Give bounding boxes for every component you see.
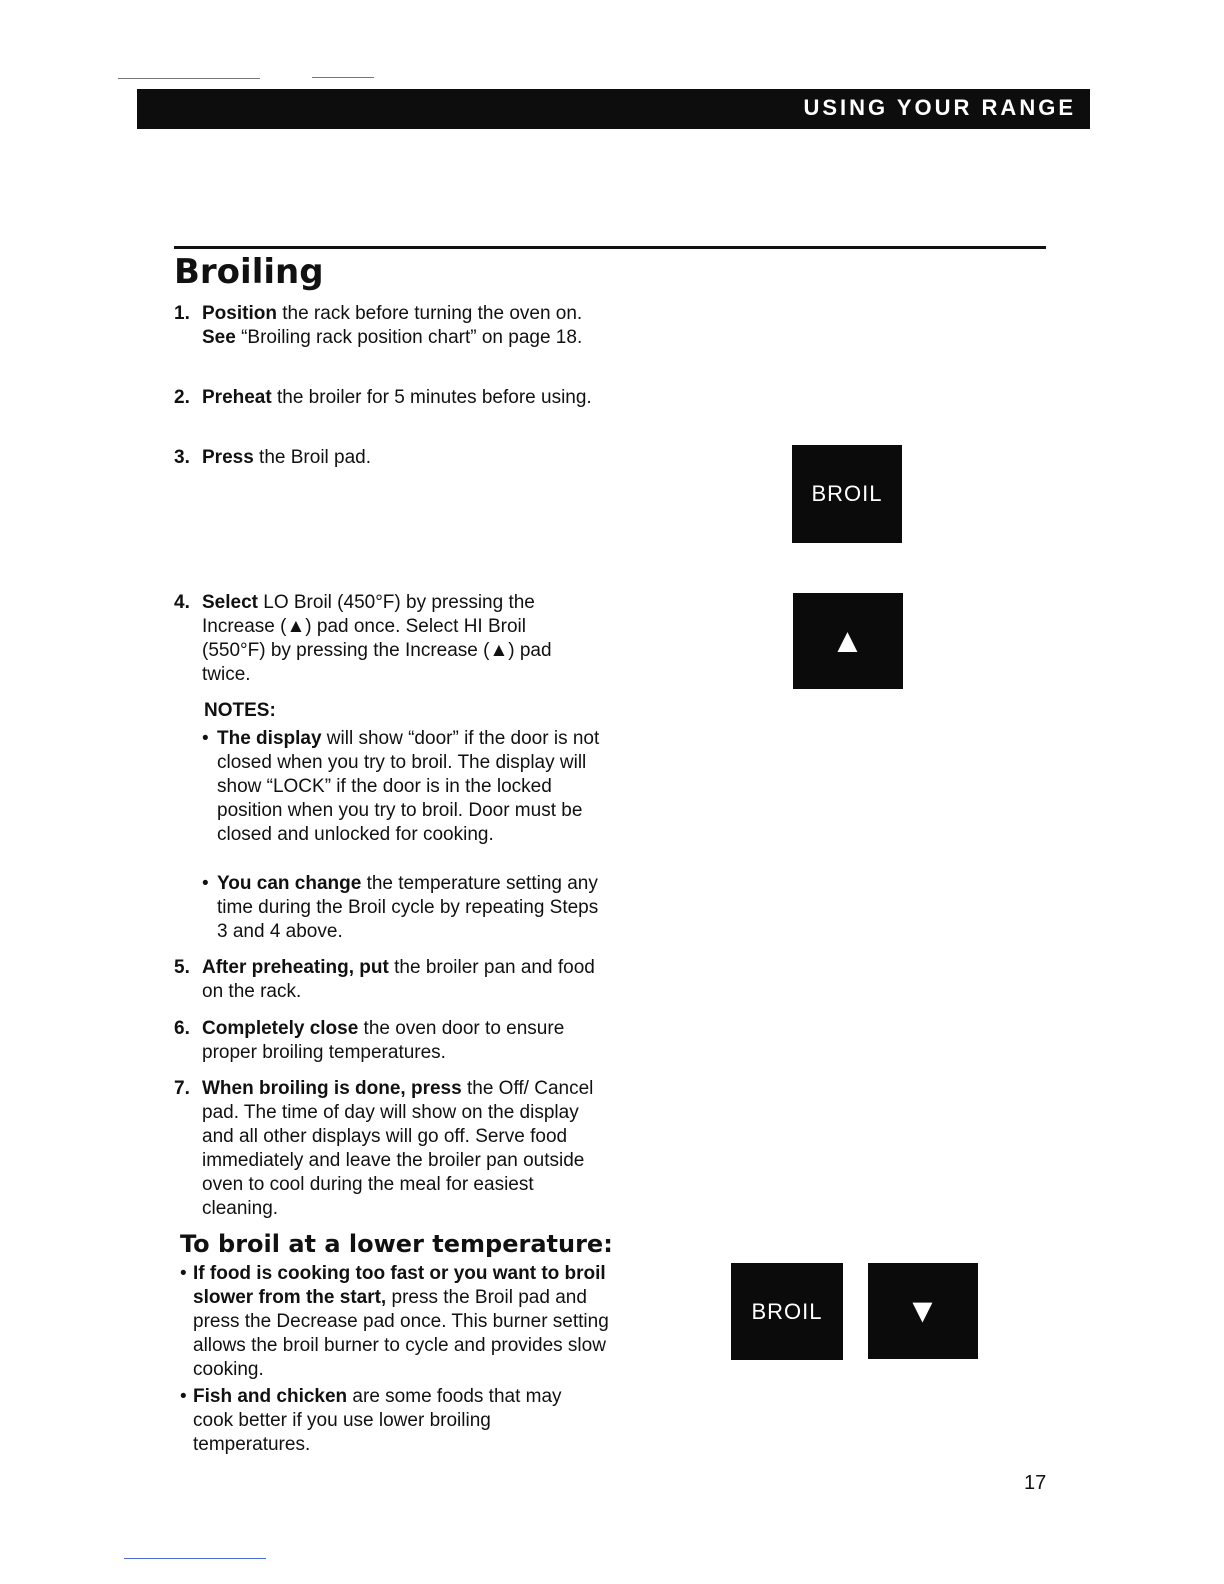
step-number: 7. <box>174 1078 190 1099</box>
page-number: 17 <box>1024 1472 1047 1494</box>
broil-pad: BROIL <box>792 445 902 543</box>
bullet-bold: Fish and chicken <box>193 1386 348 1407</box>
section-title: Broiling <box>174 252 324 292</box>
note-text: will show “door” if the door is not closed when you try to broil. The display will show “LOCK” if the door is in the locked position when you try to broil. Door must be closed and unlocked for cooking. <box>217 728 600 845</box>
scan-mark-top-mid <box>312 77 374 78</box>
step-3 <box>174 446 594 470</box>
step-number: 2. <box>174 387 190 408</box>
bullet-icon: • <box>202 873 209 894</box>
section-rule <box>174 246 1046 249</box>
step-bold: When broiling is done, press <box>202 1078 462 1099</box>
note-item-change <box>202 872 602 944</box>
step-text: the Broil pad. <box>253 447 372 468</box>
scan-mark-top-left <box>118 78 260 79</box>
step-text: the oven door to ensure proper broiling temperatures. <box>202 1018 565 1063</box>
increase-pad-icon: ▲ <box>793 593 903 689</box>
step-bold: See <box>202 327 236 348</box>
step-bold: After preheating, put <box>202 957 389 978</box>
header-title: USING YOUR RANGE <box>803 95 1076 120</box>
note-bold: You can change <box>217 873 362 894</box>
step-text: the Off/ Cancel pad. The time of day will show on the display and all other displays will go off. Serve food immediately and leave the broiler pan outside oven to cool during the meal for easiest cleaning. <box>202 1078 594 1219</box>
step-bold: Position <box>202 303 277 324</box>
decrease-pad-icon: ▼ <box>868 1263 978 1359</box>
bullet-text: press the Broil pad and press the Decrease pad once. This burner setting allows the broil burner to cycle and provides slow cooking. <box>193 1287 609 1380</box>
step-2 <box>174 386 594 410</box>
step-text: the broiler pan and food on the rack. <box>202 957 595 1002</box>
step-bold: Press <box>202 447 254 468</box>
bullet-icon: • <box>202 728 209 749</box>
step-number: 4. <box>174 592 190 613</box>
scan-mark-bottom <box>124 1558 266 1559</box>
step-number: 5. <box>174 957 190 978</box>
step-text: LO Broil (450°F) by pressing the Increase (▲) pad once. Select HI Broil (550°F) by pressing the Increase (▲) pad twice. <box>202 592 552 685</box>
note-text: the temperature setting any time during the Broil cycle by repeating Steps 3 and 4 above. <box>217 873 599 942</box>
step-number: 3. <box>174 447 190 468</box>
header-bar <box>137 89 1090 129</box>
step-number: 6. <box>174 1018 190 1039</box>
notes-heading: NOTES: <box>204 700 276 721</box>
step-5 <box>174 956 614 1004</box>
bullet-icon: • <box>180 1386 187 1407</box>
step-text: the broiler for 5 minutes before using. <box>271 387 592 408</box>
step-4 <box>174 591 594 687</box>
lower-temp-item-fast <box>180 1262 610 1382</box>
bullet-icon: • <box>180 1263 187 1284</box>
broil-pad-lower: BROIL <box>731 1263 843 1360</box>
step-number: 1. <box>174 303 190 324</box>
lower-temp-heading: To broil at a lower temperature: <box>180 1230 613 1258</box>
step-bold: Preheat <box>202 387 272 408</box>
step-bold: Select <box>202 592 258 613</box>
note-item-display <box>202 727 602 847</box>
note-bold: The display <box>217 728 322 749</box>
lower-temp-item-fish <box>180 1385 580 1457</box>
step-text: the rack before turning the oven on. <box>276 303 583 324</box>
step-7 <box>174 1077 606 1221</box>
step-1 <box>174 302 594 350</box>
step-text: “Broiling rack position chart” on page 18. <box>235 327 583 348</box>
step-bold: Completely close <box>202 1018 359 1039</box>
step-6 <box>174 1017 594 1065</box>
bullet-text: are some foods that may cook better if you use lower broiling temperatures. <box>193 1386 562 1455</box>
bullet-bold: If food is cooking too fast or you want to broil slower from the start, <box>193 1263 606 1308</box>
